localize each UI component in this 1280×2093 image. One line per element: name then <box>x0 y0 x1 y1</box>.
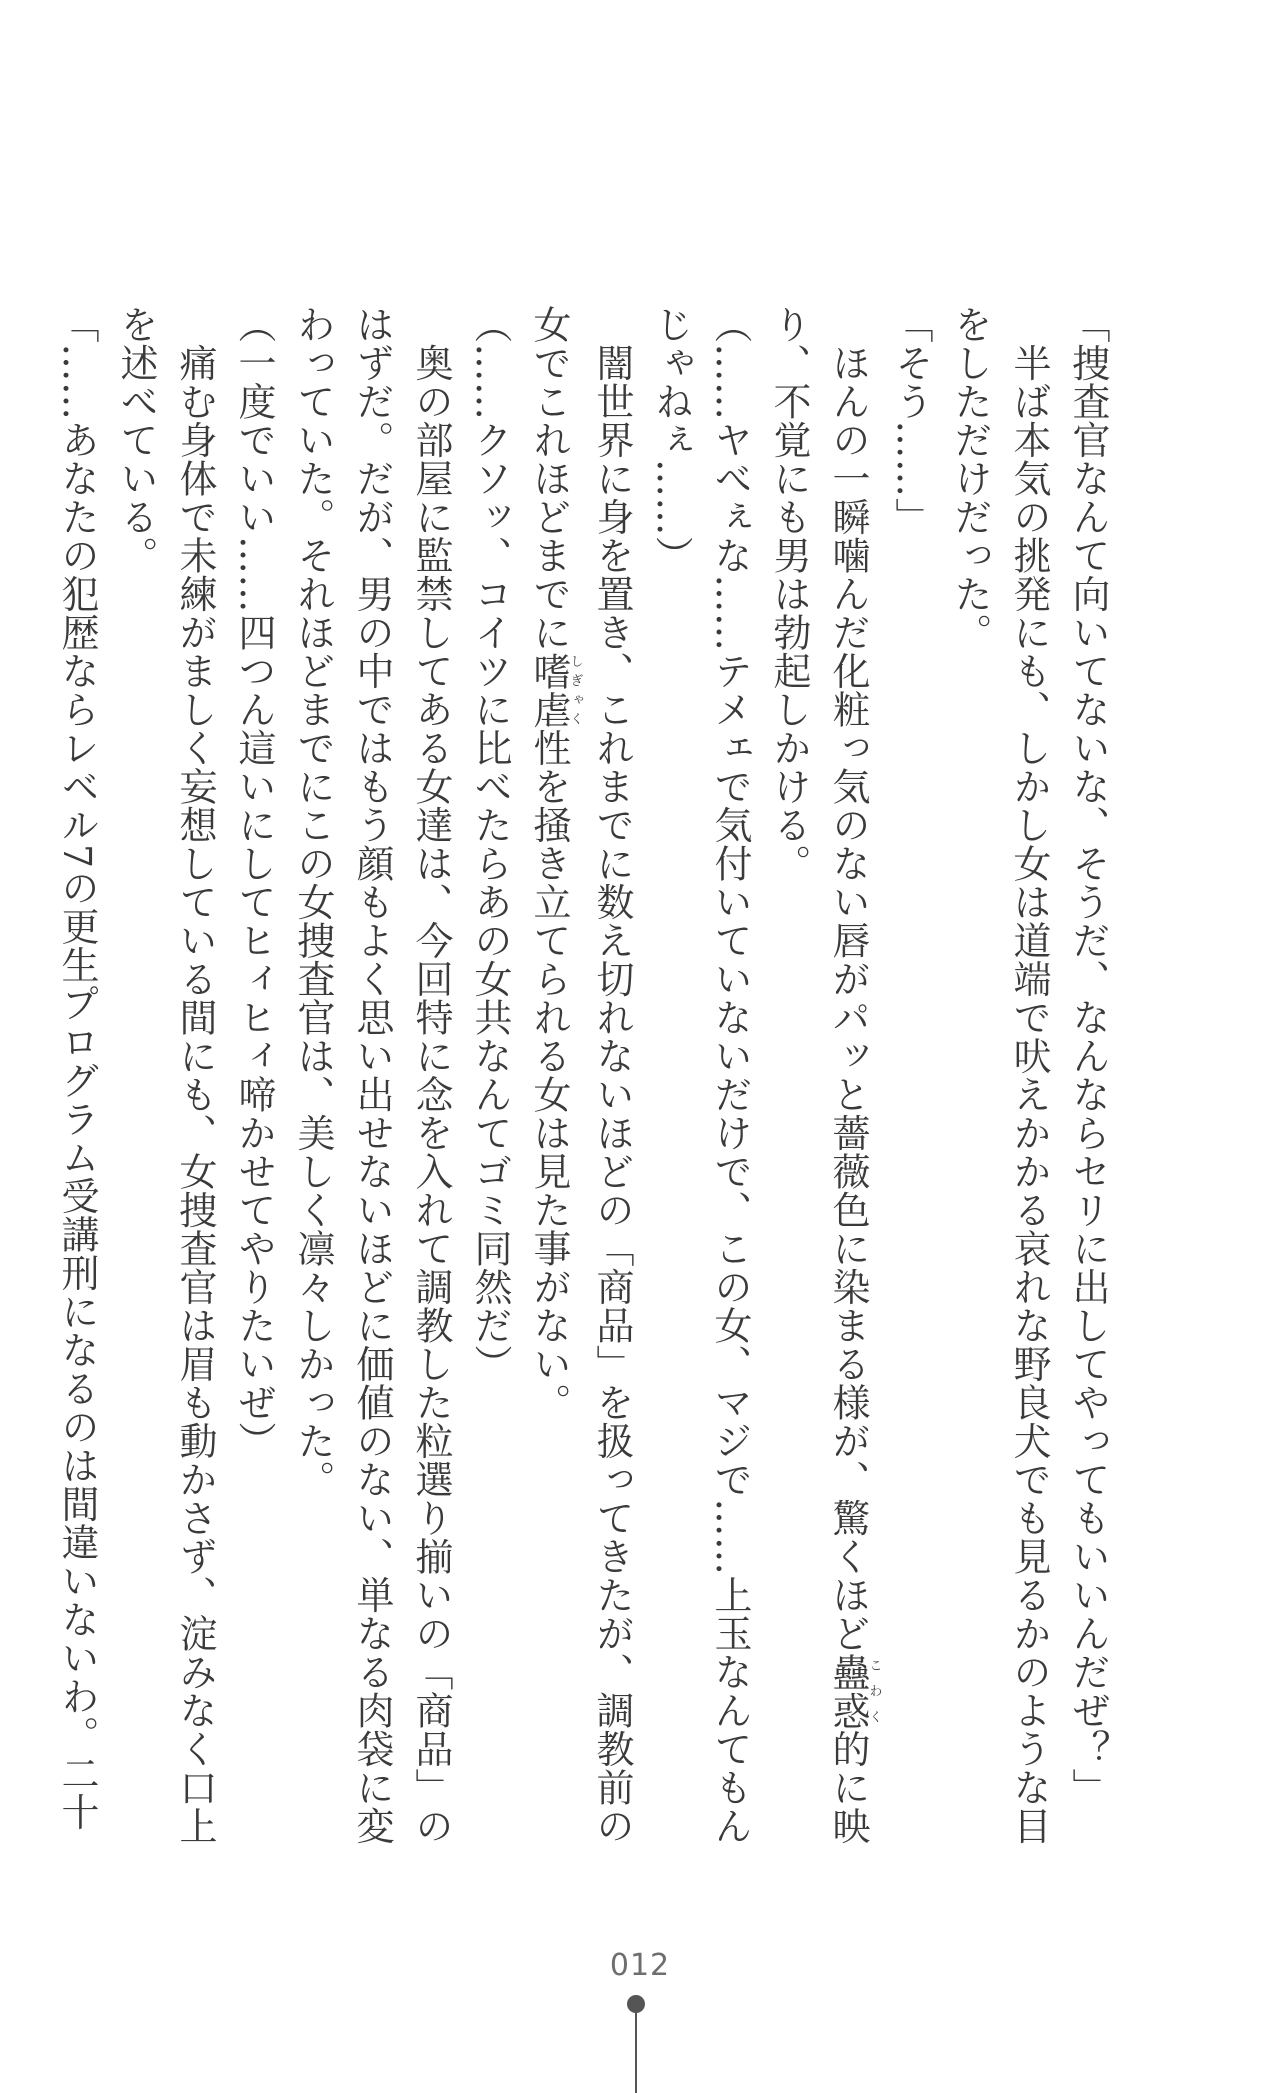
text-segment: 女でこれほどまでに <box>527 305 571 652</box>
text-line-with-ruby <box>818 305 882 1845</box>
text-line: 半ば本気の挑発にも、しかし女は道端で吠えかかる哀れな野良犬でも見るかのような目 <box>1007 305 1051 1845</box>
text-line: はずだ。だが、男の中ではもう顔もよく思い出せないほどに価値のない、単なる肉袋に変 <box>350 305 394 1845</box>
text-line: じゃねぇ……） <box>649 305 693 575</box>
text-line: り、不覚にも男は勃起しかける。 <box>767 305 811 883</box>
text-segment: 性を掻き立てられる女は見た事がない。 <box>527 728 571 1422</box>
text-segment: ほんの一瞬噛んだ化粧っ気のない唇がパッと薔薇色に染まる様が、驚くほど <box>826 305 870 1653</box>
page-marker-line <box>635 2012 637 2093</box>
text-line: をしただけだった。 <box>948 305 992 652</box>
ruby-reading: しぎゃく <box>567 651 583 729</box>
text-line: 「そう……」 <box>889 305 933 536</box>
text-line: 闇世界に身を置き、これまでに数え切れないほどの「商品」を扱ってきたが、調教前の <box>590 305 634 1845</box>
ruby-word <box>527 651 583 729</box>
ruby-base: 嗜虐 <box>527 651 571 729</box>
text-line: 奥の部屋に監禁してある女達は、今回特に念を入れて調教した粒選り揃いの「商品」の <box>409 305 453 1845</box>
ruby-base: 蠱惑 <box>826 1652 870 1730</box>
ruby-reading: こわく <box>866 1652 882 1730</box>
page-number: 012 <box>609 1948 671 1983</box>
text-line: （一度でいい……四つん這いにしてヒィヒィ啼かせてやりたいぜ） <box>232 305 276 1460</box>
text-line: を述べている。 <box>114 305 158 575</box>
text-line: 痛む身体で未練がましく妄想している間にも、女捜査官は眉も動かさず、淀みなく口上 <box>173 305 217 1845</box>
text-line: わっていた。それほどまでにこの女捜査官は、美しく凛々しかった。 <box>291 305 335 1499</box>
text-line: 「……あなたの犯歴ならレベル7の更生プログラム受講刑になるのは間違いないわ。二十 <box>55 305 99 1832</box>
text-segment: 的に映 <box>826 1729 870 1845</box>
ruby-word <box>826 1652 882 1730</box>
text-line: （……クソッ、コイツに比べたらあの女共なんてゴミ同然だ） <box>468 305 512 1383</box>
page-marker-dot <box>627 1995 645 2013</box>
text-line-with-ruby <box>519 305 582 1735</box>
vertical-body-text <box>47 305 1117 1845</box>
text-line: 「捜査官なんて向いてないな、そうだ、なんならセリに出してやってもいいんだぜ？」 <box>1066 305 1110 1807</box>
text-line: （……ヤべぇな……テメェで気付いていないだけで、この女、マジで……上玉なんてもん <box>708 305 752 1845</box>
